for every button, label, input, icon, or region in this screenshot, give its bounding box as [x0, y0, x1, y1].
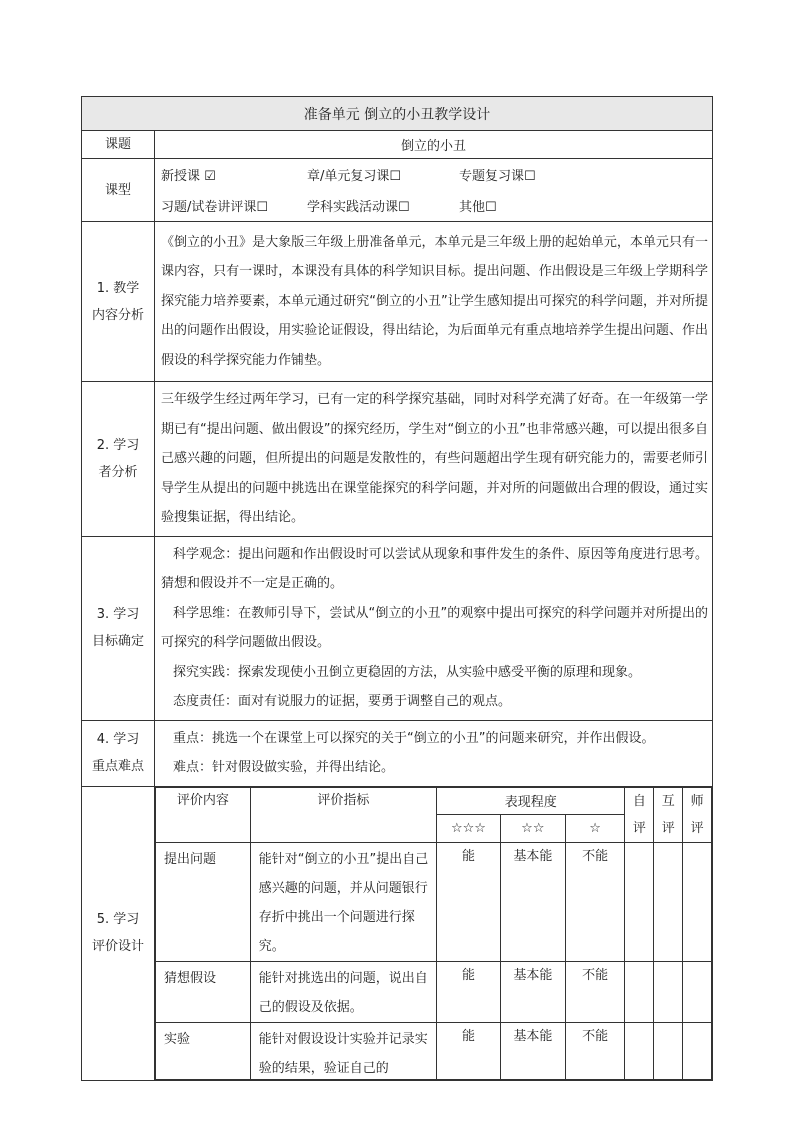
lesson-type-row [82, 159, 713, 222]
content-analysis-label [82, 222, 155, 382]
eval-row-peer [654, 1022, 683, 1079]
peer-line-1: 互 [661, 793, 675, 809]
eval-row-teacher [683, 1022, 712, 1079]
content-analysis-row [82, 222, 713, 382]
eval-indicator-clip: 能针对假设设计实验并记录实验的结果，验证自己的 [258, 1031, 428, 1076]
label-line-2: 内容分析 [91, 307, 144, 323]
goal-concept: 科学观念：提出问题和作出假设时可以尝试从现象和事件发生的条件、原因等角度进行思考。猜想和假设并不一定是正确的。 [161, 546, 709, 591]
eval-row-self [625, 842, 654, 961]
table-row [156, 961, 712, 1022]
option-exercise-review: 习题/试卷讲评课☐ [161, 200, 269, 215]
eval-row-content: 实验 [156, 1022, 251, 1079]
eval-header-teacher [683, 787, 712, 842]
lesson-type-label: 课型 [82, 159, 155, 222]
peer-line-2: 评 [661, 820, 675, 836]
goal-attitude: 态度责任：面对有说服力的证据，要勇于调整自己的观点。 [173, 694, 512, 709]
label-line-2: 目标确定 [91, 634, 144, 649]
eval-header-self [625, 787, 654, 842]
label-line-2: 评价设计 [91, 939, 144, 954]
evaluation-cell [155, 786, 713, 1080]
eval-row-level-3: 不能 [565, 842, 625, 961]
lesson-plan-table [81, 96, 713, 1081]
lesson-type-options [155, 159, 713, 222]
goals-text [155, 536, 713, 720]
eval-row-level-2: 基本能 [500, 961, 565, 1022]
eval-row-self [625, 1022, 654, 1079]
topic-label: 课题 [82, 131, 155, 159]
level-two-stars: ☆☆ [500, 814, 565, 842]
eval-row-content: 提出问题 [156, 842, 251, 961]
teacher-line-2: 评 [690, 820, 704, 836]
eval-header-indicator: 评价指标 [250, 787, 436, 842]
eval-row-teacher [683, 842, 712, 961]
goal-practice: 探究实践：探索发现使小丑倒立更稳固的方法，从实验中感受平衡的原理和现象。 [173, 664, 642, 680]
eval-row-peer [654, 842, 683, 961]
option-new-lesson: 新授课 ☑ [161, 169, 216, 184]
option-other: 其他☐ [459, 200, 497, 215]
evaluation-table [155, 787, 712, 1080]
goal-thinking: 科学思维：在教师引导下，尝试从“倒立的小丑”的观察中提出可探究的科学问题并对所提出的可探究的科学问题做出假设。 [161, 605, 709, 650]
level-one-star: ☆ [565, 814, 625, 842]
difficult-point: 难点：针对假设做实验，并得出结论。 [173, 760, 395, 775]
title-row [82, 97, 713, 131]
label-line-2: 重点难点 [91, 759, 144, 774]
key-point: 重点：挑选一个在课堂上可以探究的关于“倒立的小丑”的问题来研究，并作出假设。 [173, 730, 655, 746]
eval-header-peer [654, 787, 683, 842]
eval-row-level-3: 不能 [565, 1022, 625, 1079]
option-topic-review: 专题复习课☐ [459, 169, 536, 184]
eval-header-performance: 表现程度 [437, 787, 625, 814]
evaluation-label [82, 786, 155, 1080]
eval-row-self [625, 961, 654, 1022]
eval-row-level-1: 能 [437, 1022, 501, 1079]
option-practice-activity: 学科实践活动课☐ [307, 200, 410, 215]
option-unit-review: 章/单元复习课☐ [307, 169, 402, 184]
eval-row-level-1: 能 [437, 842, 501, 961]
label-line-1: 3. 学习 [96, 607, 140, 622]
self-line-2: 评 [632, 820, 646, 836]
lesson-type-row-2 [155, 190, 712, 221]
self-line-1: 自 [632, 793, 646, 809]
learner-analysis-row [82, 382, 713, 537]
label-line-2: 者分析 [98, 464, 138, 480]
table-row [156, 842, 712, 961]
keypoints-text [155, 720, 713, 786]
eval-row-level-3: 不能 [565, 961, 625, 1022]
eval-row-indicator: 能针对挑选出的问题，说出自己的假设及依据。 [250, 961, 436, 1022]
keypoints-label [82, 720, 155, 786]
document-title: 准备单元 倒立的小丑教学设计 [82, 97, 713, 131]
goals-row [82, 536, 713, 720]
keypoints-row [82, 720, 713, 786]
content-analysis-text: 《倒立的小丑》是大象版三年级上册准备单元，本单元是三年级上册的起始单元，本单元只有一课内容，只有一课时，本课没有具体的科学知识目标。提出问题、作出假设是三年级上学期科学探究能力培养要素，本单元通过研究“倒立的小丑”让学生感知提出可探究的科学问题，并对所提出的问题作出假设，用实验论证假设，得出结论，为后面单元有重点地培养学生提出问题、作出假设的科学探究能力作铺垫。 [155, 222, 713, 382]
eval-row-level-2: 基本能 [500, 842, 565, 961]
label-line-1: 5. 学习 [96, 912, 140, 927]
table-row [156, 1022, 712, 1079]
topic-value: 倒立的小丑 [155, 131, 713, 159]
level-three-stars: ☆☆☆ [437, 814, 501, 842]
eval-row-content: 猜想假设 [156, 961, 251, 1022]
label-line-1: 4. 学习 [96, 732, 140, 747]
goals-label [82, 536, 155, 720]
label-line-1: 1. 教学 [96, 280, 140, 296]
label-line-1: 2. 学习 [96, 437, 140, 453]
teacher-line-1: 师 [690, 793, 704, 809]
learner-analysis-label [82, 382, 155, 537]
lesson-type-row-1 [155, 159, 712, 190]
eval-row-peer [654, 961, 683, 1022]
eval-header-row [156, 787, 712, 814]
learner-analysis-text: 三年级学生经过两年学习，已有一定的科学探究基础，同时对科学充满了好奇。在一年级第一学期已有“提出问题、做出假设”的探究经历，学生对“倒立的小丑”也非常感兴趣，可以提出很多自己感兴趣的问题，但所提出的问题是发散性的，有些问题超出学生现有研究能力的，需要老师引导学生从提出的问题中挑选出在课堂能探究的科学问题，并对所的问题做出合理的假设，通过实验搜集证据，得出结论。 [155, 382, 713, 537]
eval-row-indicator: 能针对“倒立的小丑”提出自己感兴趣的问题，并从问题银行存折中挑出一个问题进行探究。 [250, 842, 436, 961]
eval-row-level-1: 能 [437, 961, 501, 1022]
eval-row-teacher [683, 961, 712, 1022]
evaluation-row [82, 786, 713, 1080]
eval-row-level-2: 基本能 [500, 1022, 565, 1079]
topic-row [82, 131, 713, 159]
eval-row-indicator [250, 1022, 436, 1079]
eval-header-content: 评价内容 [156, 787, 251, 842]
